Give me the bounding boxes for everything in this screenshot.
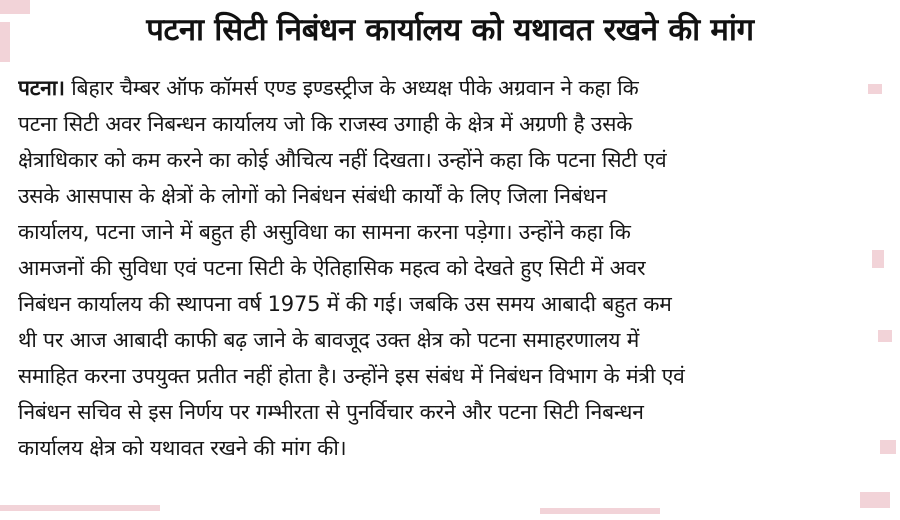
article-line: क्षेत्राधिकार को कम करने का कोई औचित्य नहीं दिखता। उन्होंने कहा कि पटना सिटी एवं — [18, 148, 667, 172]
article-line: पटना सिटी अवर निबन्धन कार्यालय जो कि राजस्व उगाही के क्षेत्र में अग्रणी है उसके — [18, 112, 633, 136]
scan-speck-decoration — [872, 250, 884, 268]
article-line: समाहित करना उपयुक्त प्रतीत नहीं होता है। उन्होंने इस संबंध में निबंधन विभाग के मंत्री एवं — [18, 364, 685, 388]
article-line: उसके आसपास के क्षेत्रों के लोगों को निबंधन संबंधी कार्यों के लिए जिला निबंधन — [18, 184, 607, 208]
article-dateline: पटना। — [18, 76, 65, 100]
article-line: निबंधन सचिव से इस निर्णय पर गम्भीरता से पुनर्विचार करने और पटना सिटी निबन्धन — [18, 400, 644, 424]
article-line: निबंधन कार्यालय की स्थापना वर्ष 1975 में की गई। जबकि उस समय आबादी बहुत कम — [18, 292, 672, 316]
article-body — [18, 70, 868, 466]
article-line-text: बिहार चैम्बर ऑफ कॉमर्स एण्ड इण्डस्ट्रीज के अध्यक्ष पीके अग्रवान ने कहा कि — [64, 76, 639, 100]
scan-speck-decoration — [878, 330, 892, 342]
article-headline: पटना सिटी निबंधन कार्यालय को यथावत रखने की मांग — [146, 12, 754, 48]
scan-speck-decoration — [0, 505, 160, 511]
article-line: कार्यालय क्षेत्र को यथावत रखने की मांग की। — [18, 436, 347, 460]
scan-speck-decoration — [860, 492, 890, 508]
article-line — [18, 70, 868, 106]
scan-speck-decoration — [868, 84, 882, 94]
article-line: कार्यालय, पटना जाने में बहुत ही असुविधा का सामना करना पड़ेगा। उन्होंने कहा कि — [18, 220, 631, 244]
article-line: थी पर आज आबादी काफी बढ़ जाने के बावजूद उक्त क्षेत्र को पटना समाहरणालय में — [18, 328, 640, 352]
article-line: आमजनों की सुविधा एवं पटना सिटी के ऐतिहासिक महत्व को देखते हुए सिटी में अवर — [18, 256, 646, 280]
scan-speck-decoration — [880, 440, 896, 454]
scan-speck-decoration — [540, 508, 660, 514]
